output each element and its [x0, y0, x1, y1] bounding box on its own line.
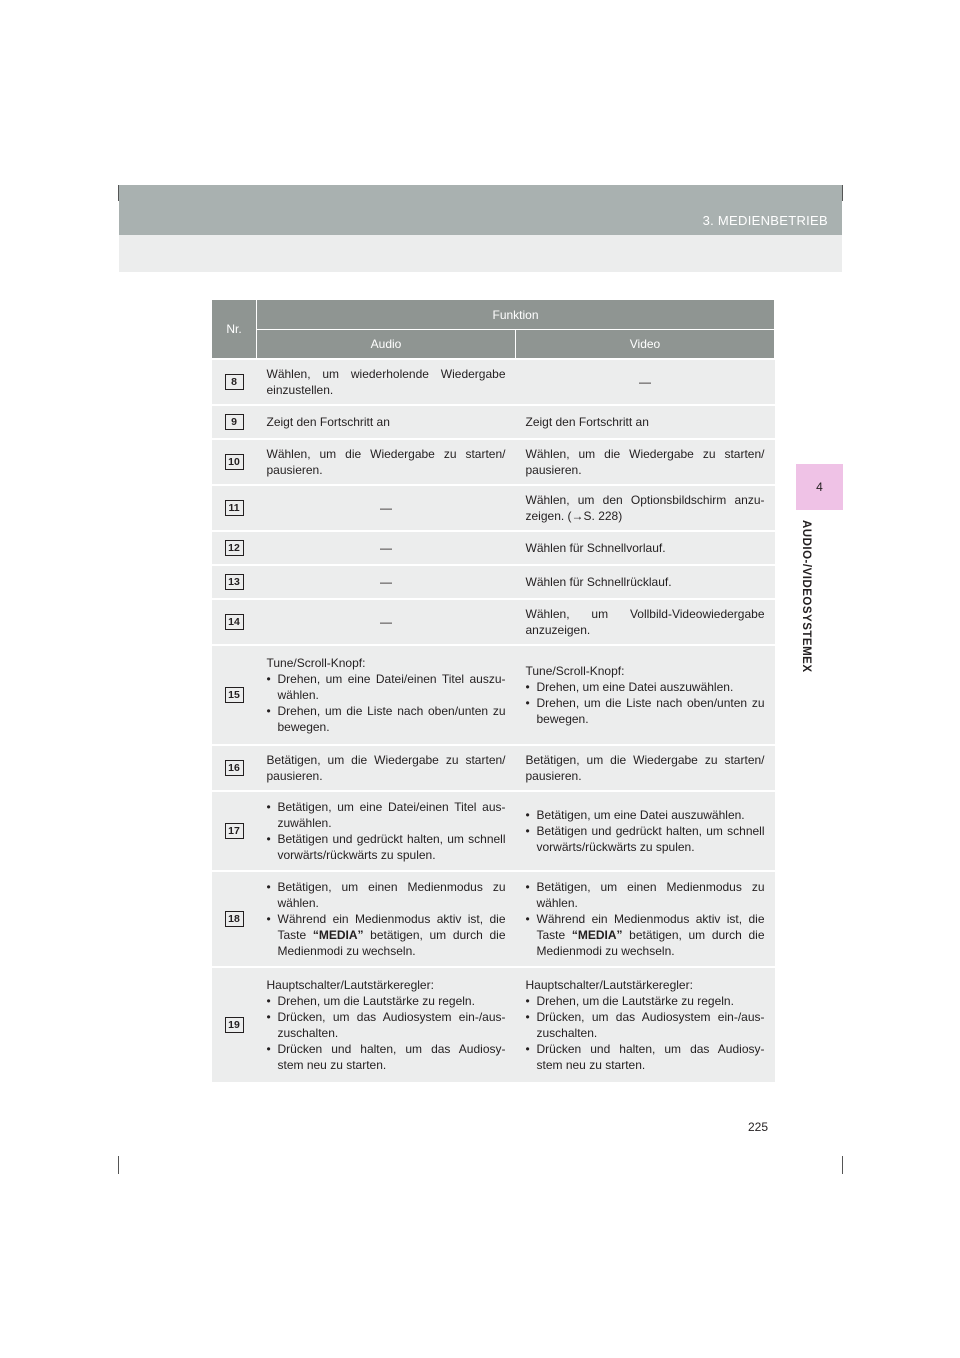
video-cell: Wählen für Schnellrücklauf.	[516, 565, 775, 599]
list-item: • Betätigen, um einen Medienmodus zu wählen.	[267, 879, 506, 911]
row-number-badge: 11	[225, 500, 244, 516]
row-number-badge: 10	[225, 454, 244, 470]
audio-cell: Wählen, um die Wiedergabe zu starten/ pausieren.	[257, 439, 516, 485]
column-header-audio: Audio	[257, 330, 516, 359]
column-header-funktion: Funktion	[257, 300, 775, 330]
row-number-badge: 13	[225, 574, 244, 590]
table-row	[212, 359, 775, 405]
chapter-tab	[796, 464, 843, 510]
bullet-list	[526, 679, 765, 727]
audio-cell: —	[257, 565, 516, 599]
table-row	[212, 745, 775, 791]
list-item	[267, 911, 506, 959]
bullet-list	[526, 993, 765, 1073]
list-item: • Drehen, um eine Datei auszuwählen.	[526, 679, 765, 695]
row-number-badge: 18	[225, 911, 244, 927]
audio-cell: —	[257, 599, 516, 645]
row-number-badge: 8	[225, 374, 244, 390]
video-cell	[516, 871, 775, 967]
list-item: • Drehen, um die Lautstärke zu regeln.	[526, 993, 765, 1009]
audio-cell	[257, 967, 516, 1083]
list-item: • Drehen, um die Liste nach oben/unten zu bewegen.	[267, 703, 506, 735]
list-item: • Drücken, um das Audiosystem ein-/aus- zuschalten.	[526, 1009, 765, 1041]
row-number-badge: 17	[225, 823, 244, 839]
video-cell	[516, 645, 775, 745]
cell-intro: Hauptschalter/Lautstärkeregler:	[525, 977, 693, 992]
audio-cell: Betätigen, um die Wiedergabe zu starten/ pausieren.	[257, 745, 516, 791]
list-item: • Drücken und halten, um das Audiosy- stem neu zu starten.	[267, 1041, 506, 1073]
text-segment: Während ein Medienmodus aktiv ist, die Taste	[277, 911, 506, 942]
header-subband	[119, 235, 842, 272]
audio-cell	[257, 871, 516, 967]
audio-cell	[257, 791, 516, 871]
function-table	[211, 299, 775, 1084]
audio-cell	[257, 645, 516, 745]
table-row	[212, 565, 775, 599]
list-item: • Drücken, um das Audiosystem ein-/aus- zuschalten.	[267, 1009, 506, 1041]
cell-intro: Tune/Scroll-Knopf:	[525, 663, 625, 678]
crop-mark-bottom-right	[842, 1156, 843, 1174]
row-number-badge: 15	[225, 687, 244, 703]
video-cell	[516, 791, 775, 871]
section-title: 3. MEDIENBETRIEB	[702, 213, 828, 228]
column-header-video: Video	[516, 330, 775, 359]
chapter-label: AUDIO-/VIDEOSYSTEMEX	[800, 520, 812, 673]
table-row	[212, 645, 775, 745]
bullet-list	[267, 879, 506, 959]
row-number-badge: 12	[225, 540, 244, 556]
video-cell: —	[516, 359, 775, 405]
list-item: • Betätigen, um einen Medienmodus zu wählen.	[526, 879, 765, 911]
video-cell: Betätigen, um die Wiedergabe zu starten/ pausieren.	[516, 745, 775, 791]
text-segment: Während ein Medienmodus aktiv ist, die Taste	[536, 911, 765, 942]
crop-mark-top-right	[842, 185, 843, 201]
row-number-badge: 19	[225, 1017, 244, 1033]
table-row	[212, 871, 775, 967]
list-item: • Drehen, um eine Datei/einen Titel auszu- wählen.	[267, 671, 506, 703]
bullet-list	[526, 879, 765, 959]
list-item: • Betätigen, um eine Datei auszuwählen.	[526, 807, 765, 823]
audio-cell: Zeigt den Fortschritt an	[257, 405, 516, 439]
list-item: • Drücken und halten, um das Audiosy- stem neu zu starten.	[526, 1041, 765, 1073]
table-row	[212, 599, 775, 645]
cell-intro: Hauptschalter/Lautstärkeregler:	[266, 977, 434, 992]
table-row	[212, 439, 775, 485]
row-number-badge: 9	[225, 414, 244, 430]
media-key-label: “MEDIA”	[571, 927, 623, 942]
audio-cell: —	[257, 485, 516, 531]
cell-intro: Tune/Scroll-Knopf:	[266, 655, 366, 670]
column-header-nr: Nr.	[212, 300, 257, 359]
table-row	[212, 967, 775, 1083]
table-row	[212, 405, 775, 439]
row-number-badge: 14	[225, 614, 244, 630]
bullet-list	[526, 807, 765, 855]
list-item: • Drehen, um die Liste nach oben/unten zu bewegen.	[526, 695, 765, 727]
header-band	[119, 185, 842, 235]
table-row	[212, 485, 775, 531]
table-row	[212, 531, 775, 565]
list-item	[526, 911, 765, 959]
list-item: • Betätigen und gedrückt halten, um schnell vorwärts/rückwärts zu spulen.	[267, 831, 506, 863]
crop-mark-bottom-left	[118, 1156, 119, 1174]
video-cell: Wählen, um den Optionsbildschirm anzu- zeigen. (→S. 228)	[516, 485, 775, 531]
list-item: • Drehen, um die Lautstärke zu regeln.	[267, 993, 506, 1009]
video-cell: Wählen, um die Wiedergabe zu starten/ pausieren.	[516, 439, 775, 485]
text-segment: betätigen, um durch die Medienmodi zu wechseln.	[536, 927, 765, 958]
bullet-list	[267, 799, 506, 863]
bullet-list	[267, 993, 506, 1073]
table-row	[212, 791, 775, 871]
row-number-badge: 16	[225, 760, 244, 776]
page-number: 225	[748, 1120, 769, 1134]
video-cell	[516, 967, 775, 1083]
bullet-list	[267, 671, 506, 735]
list-item: • Betätigen und gedrückt halten, um schnell vorwärts/rückwärts zu spulen.	[526, 823, 765, 855]
audio-cell: —	[257, 531, 516, 565]
list-item: • Betätigen, um eine Datei/einen Titel aus- zuwählen.	[267, 799, 506, 831]
video-cell: Wählen, um Vollbild-Videowiedergabe anzuzeigen.	[516, 599, 775, 645]
video-cell: Zeigt den Fortschritt an	[516, 405, 775, 439]
text-segment: betätigen, um durch die Medienmodi zu wechseln.	[277, 927, 506, 958]
audio-cell: Wählen, um wiederholende Wiedergabe einzustellen.	[257, 359, 516, 405]
chapter-number: 4	[816, 480, 823, 494]
media-key-label: “MEDIA”	[312, 927, 364, 942]
video-cell: Wählen für Schnellvorlauf.	[516, 531, 775, 565]
